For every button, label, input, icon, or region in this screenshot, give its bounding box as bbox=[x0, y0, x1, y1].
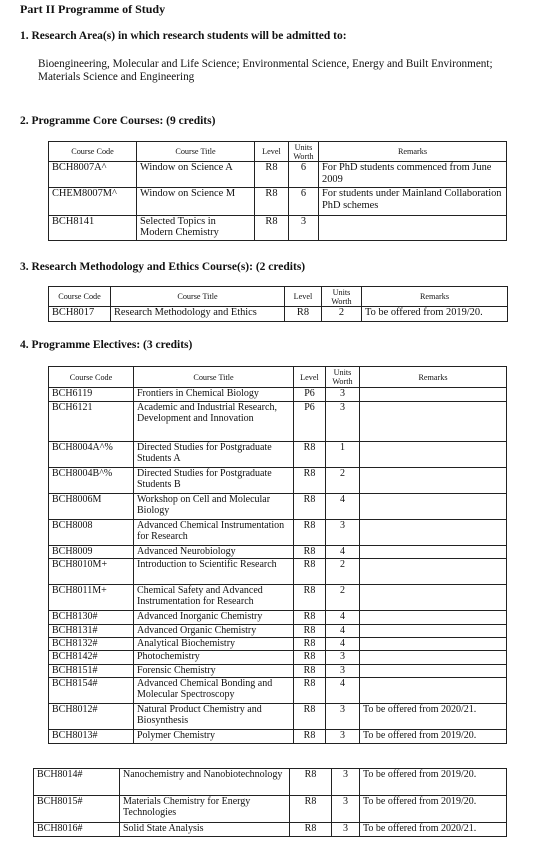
course-code-cell: BCH8012# bbox=[49, 704, 134, 730]
units-cell: 3 bbox=[326, 388, 360, 402]
units-cell: 2 bbox=[326, 468, 360, 494]
remarks-cell bbox=[360, 388, 507, 402]
level-cell: R8 bbox=[294, 625, 326, 638]
level-cell: R8 bbox=[255, 162, 289, 188]
table-row bbox=[49, 585, 507, 611]
table-row bbox=[49, 468, 507, 494]
course-title-cell: Introduction to Scientific Research bbox=[134, 559, 294, 585]
course-title-cell: Forensic Chemistry bbox=[134, 665, 294, 678]
table-row bbox=[49, 494, 507, 520]
units-cell: 4 bbox=[326, 494, 360, 520]
electives-table-continued bbox=[33, 768, 507, 837]
table-row bbox=[34, 823, 507, 837]
units-cell: 2 bbox=[322, 307, 362, 322]
table-row bbox=[49, 388, 507, 402]
table-row bbox=[49, 704, 507, 730]
level-cell: P6 bbox=[294, 402, 326, 442]
remarks-cell bbox=[360, 442, 507, 468]
level-cell: R8 bbox=[294, 704, 326, 730]
units-cell: 2 bbox=[326, 585, 360, 611]
course-code-cell: CHEM8007M^ bbox=[49, 188, 137, 215]
course-code-cell: BCH8130# bbox=[49, 611, 134, 625]
units-cell: 4 bbox=[326, 638, 360, 651]
course-code-cell: BCH8017 bbox=[49, 307, 111, 322]
units-cell: 2 bbox=[326, 559, 360, 585]
course-code-cell: BCH8007A^ bbox=[49, 162, 137, 188]
remarks-cell: To be offered from 2019/20. bbox=[360, 796, 507, 823]
table-row bbox=[49, 546, 507, 559]
course-code-cell: BCH8004A^% bbox=[49, 442, 134, 468]
table-header-row bbox=[49, 287, 508, 307]
electives-table bbox=[48, 366, 507, 744]
course-title-cell: Advanced Chemical Instrumentation for Research bbox=[134, 520, 294, 546]
level-header: Level bbox=[294, 367, 326, 388]
units-cell: 3 bbox=[326, 704, 360, 730]
course-title-cell: Chemical Safety and Advanced Instrumentation for Research bbox=[134, 585, 294, 611]
course-title-cell: Directed Studies for Postgraduate Students B bbox=[134, 468, 294, 494]
course-code-cell: BCH8011M+ bbox=[49, 585, 134, 611]
remarks-header: Remarks bbox=[362, 287, 508, 307]
remarks-cell bbox=[360, 625, 507, 638]
table-row bbox=[49, 162, 507, 188]
table-row bbox=[49, 665, 507, 678]
course-title-cell: Workshop on Cell and Molecular Biology bbox=[134, 494, 294, 520]
level-cell: R8 bbox=[294, 611, 326, 625]
table-row bbox=[49, 678, 507, 704]
units-cell: 3 bbox=[332, 769, 360, 796]
units-worth-header: Units Worth bbox=[289, 142, 319, 162]
remarks-cell bbox=[360, 546, 507, 559]
units-cell: 6 bbox=[289, 188, 319, 215]
level-cell: R8 bbox=[294, 546, 326, 559]
level-cell: R8 bbox=[294, 665, 326, 678]
table-row bbox=[49, 611, 507, 625]
remarks-cell bbox=[360, 638, 507, 651]
course-code-cell: BCH8141 bbox=[49, 215, 137, 240]
units-cell: 4 bbox=[326, 611, 360, 625]
remarks-cell: To be offered from 2019/20. bbox=[360, 730, 507, 744]
course-code-cell: BCH8142# bbox=[49, 651, 134, 665]
level-cell: R8 bbox=[294, 520, 326, 546]
course-code-cell: BCH8014# bbox=[34, 769, 120, 796]
units-cell: 3 bbox=[326, 651, 360, 665]
remarks-header: Remarks bbox=[360, 367, 507, 388]
course-code-cell: BCH8004B^% bbox=[49, 468, 134, 494]
units-cell: 4 bbox=[326, 546, 360, 559]
table-row bbox=[49, 402, 507, 442]
course-title-cell: Photochemistry bbox=[134, 651, 294, 665]
remarks-cell bbox=[360, 520, 507, 546]
remarks-cell: To be offered from 2019/20. bbox=[362, 307, 508, 322]
course-title-cell: Nanochemistry and Nanobiotechnology bbox=[120, 769, 290, 796]
remarks-cell: To be offered from 2020/21. bbox=[360, 823, 507, 837]
level-cell: P6 bbox=[294, 388, 326, 402]
level-cell: R8 bbox=[294, 468, 326, 494]
course-title-cell: Polymer Chemistry bbox=[134, 730, 294, 744]
units-cell: 6 bbox=[289, 162, 319, 188]
table-header-row bbox=[49, 367, 507, 388]
course-code-header: Course Code bbox=[49, 367, 134, 388]
units-cell: 3 bbox=[289, 215, 319, 240]
level-cell: R8 bbox=[294, 585, 326, 611]
remarks-cell bbox=[360, 611, 507, 625]
course-title-cell: Window on Science A bbox=[137, 162, 255, 188]
course-title-cell: Materials Chemistry for Energy Technologies bbox=[120, 796, 290, 823]
course-code-cell: BCH6119 bbox=[49, 388, 134, 402]
table-row bbox=[49, 188, 507, 215]
page-heading: Part II Programme of Study bbox=[20, 2, 166, 16]
units-cell: 3 bbox=[326, 665, 360, 678]
units-cell: 3 bbox=[332, 823, 360, 837]
units-cell: 4 bbox=[326, 678, 360, 704]
level-cell: R8 bbox=[294, 494, 326, 520]
level-cell: R8 bbox=[255, 215, 289, 240]
course-title-cell: Advanced Chemical Bonding and Molecular Spectroscopy bbox=[134, 678, 294, 704]
level-cell: R8 bbox=[294, 651, 326, 665]
table-row bbox=[49, 307, 508, 322]
course-code-cell: BCH8154# bbox=[49, 678, 134, 704]
level-cell: R8 bbox=[290, 823, 332, 837]
remarks-cell bbox=[360, 468, 507, 494]
course-title-cell: Advanced Neurobiology bbox=[134, 546, 294, 559]
course-code-cell: BCH8151# bbox=[49, 665, 134, 678]
units-cell: 1 bbox=[326, 442, 360, 468]
remarks-cell bbox=[360, 665, 507, 678]
section-2-title: 2. Programme Core Courses: (9 credits) bbox=[20, 115, 216, 127]
table-row bbox=[49, 559, 507, 585]
remarks-cell bbox=[319, 215, 507, 240]
level-cell: R8 bbox=[294, 730, 326, 744]
level-header: Level bbox=[285, 287, 322, 307]
remarks-cell bbox=[360, 585, 507, 611]
course-code-header: Course Code bbox=[49, 142, 137, 162]
units-cell: 3 bbox=[326, 520, 360, 546]
level-cell: R8 bbox=[255, 188, 289, 215]
course-code-cell: BCH8010M+ bbox=[49, 559, 134, 585]
course-code-cell: BCH8132# bbox=[49, 638, 134, 651]
remarks-cell: For PhD students commenced from June 2009 bbox=[319, 162, 507, 188]
table-row bbox=[49, 625, 507, 638]
remarks-cell bbox=[360, 559, 507, 585]
course-title-cell: Solid State Analysis bbox=[120, 823, 290, 837]
course-title-cell: Research Methodology and Ethics bbox=[111, 307, 285, 322]
table-row bbox=[49, 651, 507, 665]
remarks-cell bbox=[360, 651, 507, 665]
level-cell: R8 bbox=[294, 559, 326, 585]
remarks-cell: For students under Mainland Collaboration PhD schemes bbox=[319, 188, 507, 215]
course-code-cell: BCH8016# bbox=[34, 823, 120, 837]
table-row bbox=[34, 796, 507, 823]
course-title-cell: Window on Science M bbox=[137, 188, 255, 215]
level-cell: R8 bbox=[285, 307, 322, 322]
course-title-cell: Academic and Industrial Research, Development and Innovation bbox=[134, 402, 294, 442]
course-title-cell: Advanced Organic Chemistry bbox=[134, 625, 294, 638]
course-title-header: Course Title bbox=[134, 367, 294, 388]
level-cell: R8 bbox=[294, 442, 326, 468]
course-code-cell: BCH6121 bbox=[49, 402, 134, 442]
remarks-header: Remarks bbox=[319, 142, 507, 162]
remarks-cell: To be offered from 2019/20. bbox=[360, 769, 507, 796]
course-code-cell: BCH8008 bbox=[49, 520, 134, 546]
course-title-cell: Frontiers in Chemical Biology bbox=[134, 388, 294, 402]
course-title-cell: Natural Product Chemistry and Biosynthesis bbox=[134, 704, 294, 730]
course-title-cell: Analytical Biochemistry bbox=[134, 638, 294, 651]
course-code-cell: BCH8013# bbox=[49, 730, 134, 744]
course-code-cell: BCH8015# bbox=[34, 796, 120, 823]
course-code-cell: BCH8006M bbox=[49, 494, 134, 520]
core-courses-table bbox=[48, 141, 507, 241]
section-1-title: 1. Research Area(s) in which research students will be admitted to: bbox=[20, 30, 347, 42]
table-row bbox=[49, 520, 507, 546]
section-3-title: 3. Research Methodology and Ethics Course(s): (2 credits) bbox=[20, 261, 306, 273]
table-header-row bbox=[49, 142, 507, 162]
remarks-cell bbox=[360, 494, 507, 520]
section-4-title: 4. Programme Electives: (3 credits) bbox=[20, 339, 193, 351]
level-cell: R8 bbox=[294, 638, 326, 651]
course-title-cell: Directed Studies for Postgraduate Students A bbox=[134, 442, 294, 468]
table-row bbox=[34, 769, 507, 796]
units-cell: 3 bbox=[326, 402, 360, 442]
table-row bbox=[49, 730, 507, 744]
course-code-cell: BCH8009 bbox=[49, 546, 134, 559]
course-code-cell: BCH8131# bbox=[49, 625, 134, 638]
level-cell: R8 bbox=[290, 769, 332, 796]
course-code-header: Course Code bbox=[49, 287, 111, 307]
course-title-header: Course Title bbox=[111, 287, 285, 307]
level-cell: R8 bbox=[290, 796, 332, 823]
units-cell: 4 bbox=[326, 625, 360, 638]
units-worth-header: Units Worth bbox=[326, 367, 360, 388]
table-row bbox=[49, 442, 507, 468]
remarks-cell bbox=[360, 678, 507, 704]
units-worth-header: Units Worth bbox=[322, 287, 362, 307]
course-title-header: Course Title bbox=[137, 142, 255, 162]
table-row bbox=[49, 638, 507, 651]
section-1-body: Bioengineering, Molecular and Life Science; Environmental Science, Energy and Built Environment; Materials Science and Engineering bbox=[38, 58, 493, 83]
remarks-cell bbox=[360, 402, 507, 442]
level-cell: R8 bbox=[294, 678, 326, 704]
units-cell: 3 bbox=[326, 730, 360, 744]
remarks-cell: To be offered from 2020/21. bbox=[360, 704, 507, 730]
table-row bbox=[49, 215, 507, 240]
course-title-cell: Advanced Inorganic Chemistry bbox=[134, 611, 294, 625]
level-header: Level bbox=[255, 142, 289, 162]
methodology-table bbox=[48, 286, 508, 322]
units-cell: 3 bbox=[332, 796, 360, 823]
course-title-cell: Selected Topics in Modern Chemistry bbox=[137, 215, 255, 240]
